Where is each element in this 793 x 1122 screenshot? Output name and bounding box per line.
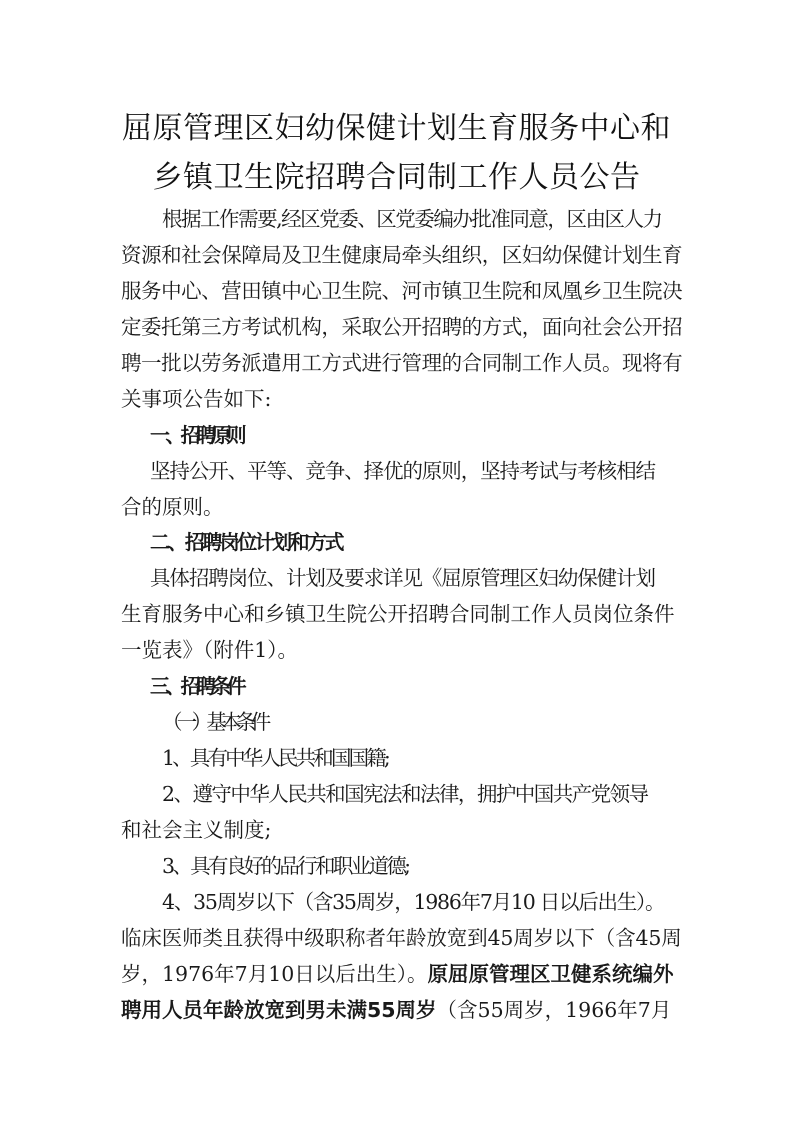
paragraph-line: 生育服务中心和乡镇卫生院公开招聘合同制工作人员岗位条件: [121, 602, 675, 626]
list-item: 4、35周岁以下（含35周岁，1986年7月10 日以后出生）。: [162, 890, 665, 914]
list-item: 2、遵守中华人民共和国宪法和法律，拥护中国共产党领导: [162, 782, 648, 806]
bold-text: 原屈原管理区卫健系统编外: [427, 962, 674, 986]
paragraph-line: 具体招聘岗位、计划及要求详见《屈原管理区妇幼保健计划: [150, 566, 655, 590]
paragraph-line: 坚持公开、平等、竞争、择优的原则，坚持考试与考核相结: [150, 459, 655, 483]
list-item-continuation: [121, 995, 681, 1025]
list-item-continuation: [121, 959, 681, 989]
paragraph-line: 根据工作需要,经区党委、区党委编办批准同意，区由区人力: [162, 207, 662, 231]
paragraph-line: 合的原则。: [121, 495, 224, 519]
paragraph-line: 定委托第三方考试机构，采取公开招聘的方式，面向社会公开招: [121, 315, 683, 339]
subsection-heading: （一）基本条件: [162, 710, 266, 734]
paragraph-line: 一览表》（附件1）。: [121, 638, 299, 662]
list-item: 1、具有中华人民共和国国籍;: [162, 746, 388, 770]
section-heading: 二、招聘岗位计划和方式: [150, 530, 342, 554]
list-item-continuation: 临床医师类且获得中级职称者年龄放宽到45周岁以下（含45周: [121, 926, 682, 950]
list-item: 3、具有良好的品行和职业道德;: [162, 854, 409, 878]
bold-text: 聘用人员年龄放宽到男未满55周岁: [121, 998, 437, 1022]
paragraph-line: 资源和社会保障局及卫生健康局牵头组织，区妇幼保健计划生育: [121, 243, 683, 267]
plain-text: 岁，1976年7月10日以后出生）。: [121, 962, 428, 986]
paragraph-line: 聘一批以劳务派遣用工方式进行管理的合同制工作人员。现将有: [121, 351, 683, 375]
list-item-continuation: 和社会主义制度;: [121, 818, 272, 842]
document-title-line-2: 乡镇卫生院招聘合同制工作人员公告: [152, 160, 641, 195]
paragraph-line: 关事项公告如下:: [121, 387, 272, 411]
plain-text: （含55周岁，1966年7月: [436, 998, 672, 1022]
document-title-line-1: 屈原管理区妇幼保健计划生育服务中心和: [122, 111, 671, 146]
paragraph-line: 服务中心、营田镇中心卫生院、河市镇卫生院和凤凰乡卫生院决: [121, 279, 683, 303]
section-heading: 一、招聘原则: [150, 423, 242, 447]
section-heading: 三、招聘条件: [150, 674, 242, 698]
